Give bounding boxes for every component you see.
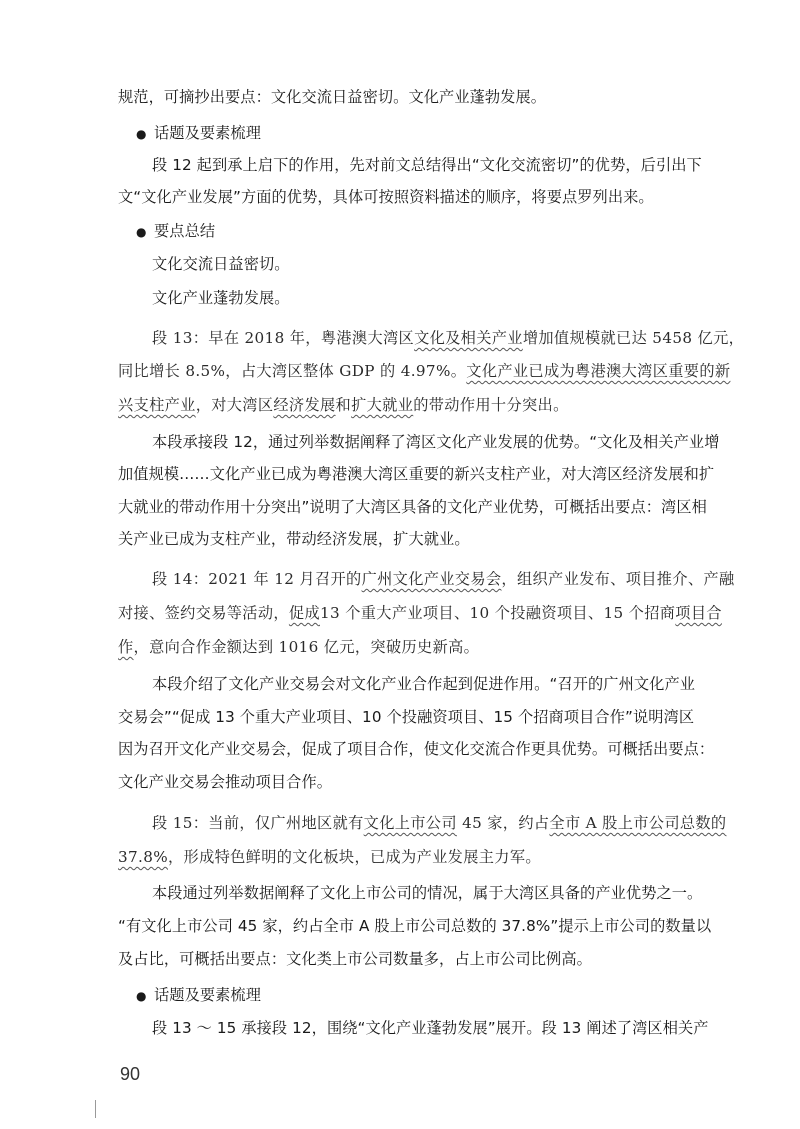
quote-line: 作，意向合作金额达到 1016 亿元，突破历史新高。 (118, 638, 480, 656)
text-line: “有文化上市公司 45 家，约占全市 A 股上市公司总数的 37.8%”提示上市公司的数量以 (118, 917, 712, 935)
quote-line: 37.8%，形成特色鲜明的文化板块，已成为产业发展主力军。 (118, 848, 541, 866)
quote-line: 段 13：早在 2018 年，粤港澳大湾区文化及相关产业增加值规模就已达 5458 亿元， (152, 329, 745, 347)
text-line: 本段承接段 12，通过列举数据阐释了湾区文化产业发展的优势。“文化及相关产业增 (152, 433, 720, 451)
bullet-icon: ● (136, 989, 147, 1003)
bullet-icon: ● (136, 127, 147, 141)
section-heading: ● 话题及要素梳理 (136, 986, 262, 1004)
text-line: 本段介绍了文化产业交易会对文化产业合作起到促进作用。“召开的广州文化产业 (152, 675, 696, 693)
text-line: 文化产业蓬勃发展。 (152, 289, 290, 307)
text-line: 规范，可摘抄出要点：文化交流日益密切。文化产业蓬勃发展。 (118, 88, 547, 106)
quote-line: 段 15：当前，仅广州地区就有文化上市公司 45 家，约占全市 A 股上市公司总数的 (152, 814, 727, 832)
text-line: 因为召开文化产业交易会，促成了项目合作，使文化交流合作更具优势。可概括出要点： (118, 740, 715, 758)
quote-line: 兴支柱产业，对大湾区经济发展和扩大就业的带动作用十分突出。 (118, 396, 569, 414)
text-line: 文化产业交易会推动项目合作。 (118, 773, 333, 791)
text-line: 文化交流日益密切。 (152, 255, 290, 273)
page-number: 90 (120, 1064, 141, 1084)
quote-line: 对接、签约交易等活动，促成13 个重大产业项目、10 个投融资项目、15 个招商项目合 (118, 604, 722, 622)
text-line: 交易会”“促成 13 个重大产业项目、10 个投融资项目、15 个招商项目合作”说明湾区 (118, 708, 695, 726)
section-heading: ● 话题及要素梳理 (136, 124, 262, 142)
text-line: 关产业已成为支柱产业，带动经济发展，扩大就业。 (118, 530, 470, 548)
quote-line: 段 14：2021 年 12 月召开的广州文化产业交易会，组织产业发布、项目推介、产融 (152, 570, 735, 588)
quote-line: 同比增长 8.5%，占大湾区整体 GDP 的 4.97%。文化产业已成为粤港澳大湾区重要的新 (118, 362, 731, 380)
text-line: 段 12 起到承上启下的作用，先对前文总结得出“文化交流密切”的优势，后引出下 (152, 156, 702, 174)
text-line: 本段通过列举数据阐释了文化上市公司的情况，属于大湾区具备的产业优势之一。 (152, 884, 703, 902)
text-line: 大就业的带动作用十分突出”说明了大湾区具备的文化产业优势，可概括出要点：湾区相 (118, 498, 707, 516)
text-line: 加值规模……文化产业已成为粤港澳大湾区重要的新兴支柱产业，对大湾区经济发展和扩 (118, 465, 715, 483)
text-line: 文“文化产业发展”方面的优势，具体可按照资料描述的顺序，将要点罗列出来。 (118, 188, 654, 206)
bullet-icon: ● (136, 225, 147, 239)
scan-margin-mark (95, 1100, 96, 1118)
text-line: 及占比，可概括出要点：文化类上市公司数量多，占上市公司比例高。 (118, 950, 592, 968)
section-heading: ● 要点总结 (136, 222, 216, 240)
text-line: 段 13 ～ 15 承接段 12，围绕“文化产业蓬勃发展”展开。段 13 阐述了湾区相关产 (152, 1019, 709, 1037)
